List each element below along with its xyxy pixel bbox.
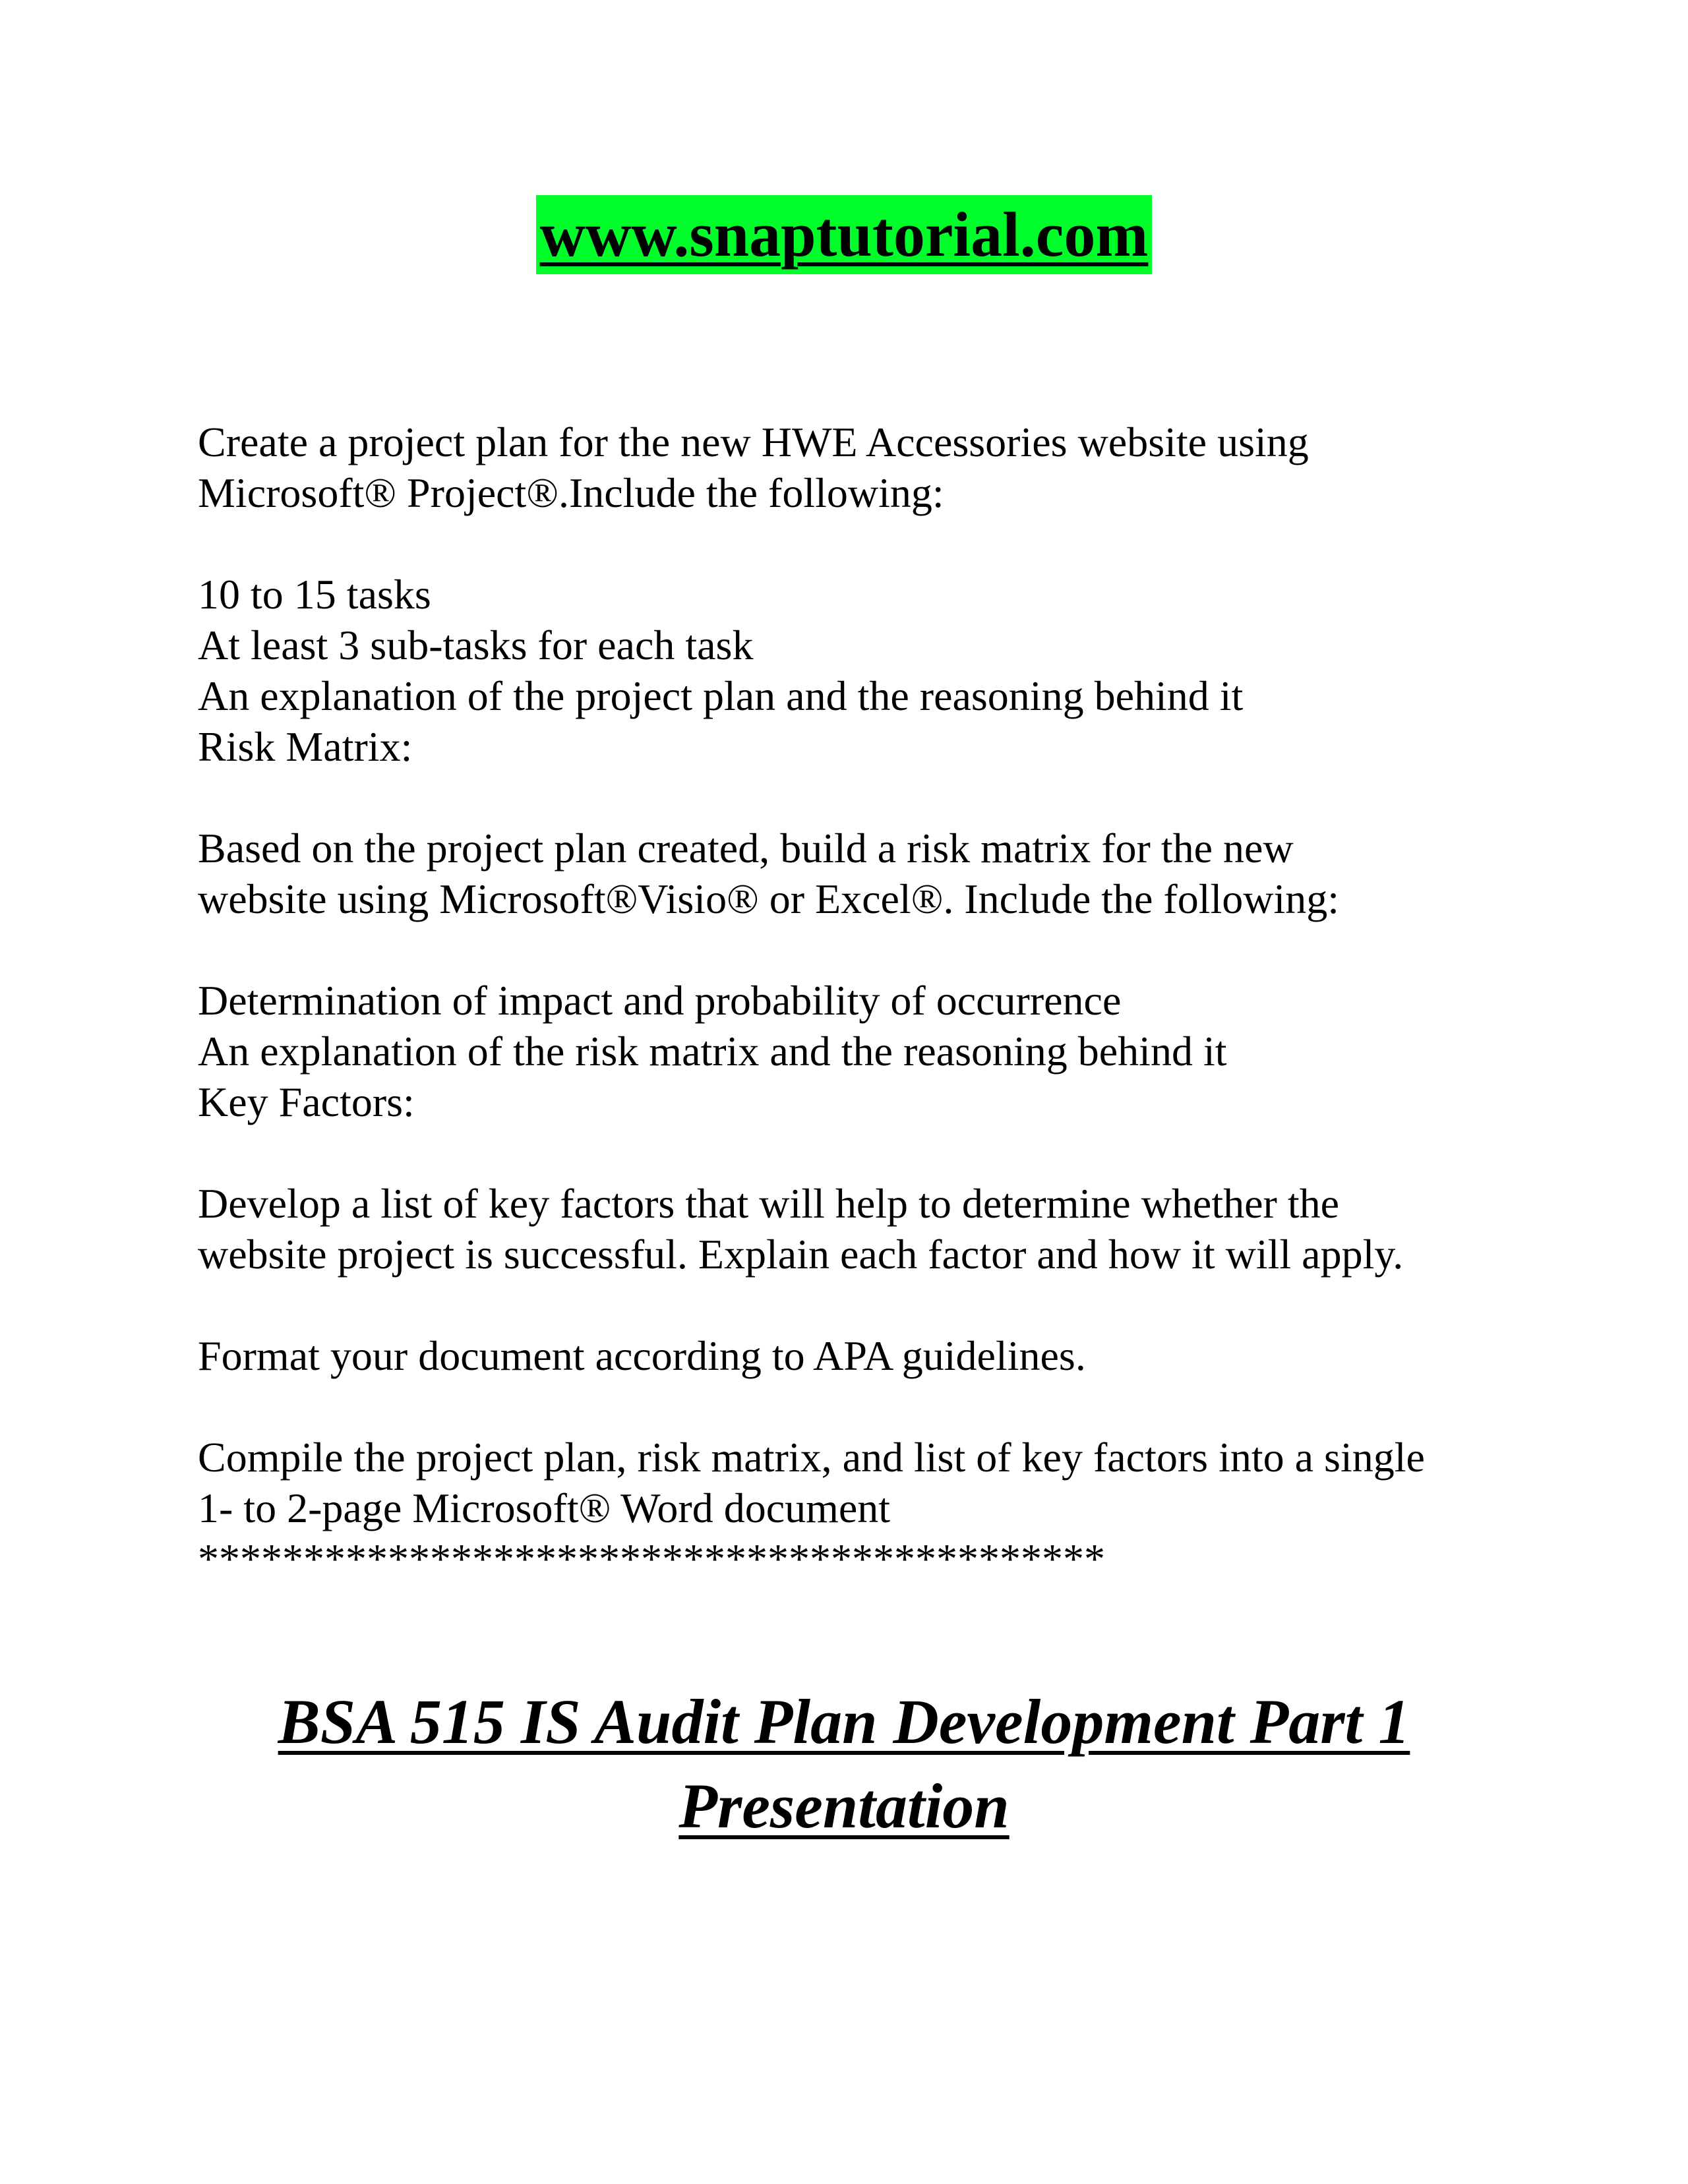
assignment-body [198, 417, 1543, 1584]
site-link[interactable]: www.snaptutorial.com [536, 195, 1153, 274]
body-line: website using Microsoft®Visio® or Excel®. Include the following: [198, 875, 1340, 922]
paragraph-gap [198, 1381, 1543, 1432]
body-line: Determination of impact and probability of occurrence [198, 977, 1122, 1024]
paragraph-gap [198, 518, 1543, 569]
body-line: An explanation of the risk matrix and the reasoning behind it [198, 1028, 1227, 1075]
course-heading [0, 1680, 1688, 1848]
paragraph-gap [198, 1280, 1543, 1330]
separator-stars: ******************************************* [198, 1535, 1105, 1582]
site-link-container [0, 195, 1688, 274]
paragraph-gap [198, 1127, 1543, 1178]
body-line: An explanation of the project plan and the reasoning behind it [198, 672, 1244, 719]
body-line: At least 3 sub-tasks for each task [198, 622, 754, 668]
body-line: Format your document according to APA guidelines. [198, 1332, 1086, 1379]
body-line: website project is successful. Explain each factor and how it will apply. [198, 1231, 1404, 1278]
body-line: Compile the project plan, risk matrix, and list of key factors into a single [198, 1434, 1425, 1481]
body-line: Create a project plan for the new HWE Accessories website using [198, 419, 1309, 465]
section-label-key-factors: Key Factors: [198, 1078, 415, 1125]
paragraph-gap [198, 772, 1543, 823]
paragraph-gap [198, 924, 1543, 975]
section-label-risk-matrix: Risk Matrix: [198, 723, 413, 770]
body-line: 10 to 15 tasks [198, 571, 431, 618]
body-line: Based on the project plan created, build a risk matrix for the new [198, 825, 1294, 871]
heading-line-2: Presentation [678, 1771, 1010, 1841]
heading-line-1: BSA 515 IS Audit Plan Development Part 1 [278, 1686, 1410, 1757]
body-line: 1- to 2-page Microsoft® Word document [198, 1485, 891, 1531]
body-line: Develop a list of key factors that will help to determine whether the [198, 1180, 1339, 1227]
body-line: Microsoft® Project®.Include the following: [198, 469, 944, 516]
